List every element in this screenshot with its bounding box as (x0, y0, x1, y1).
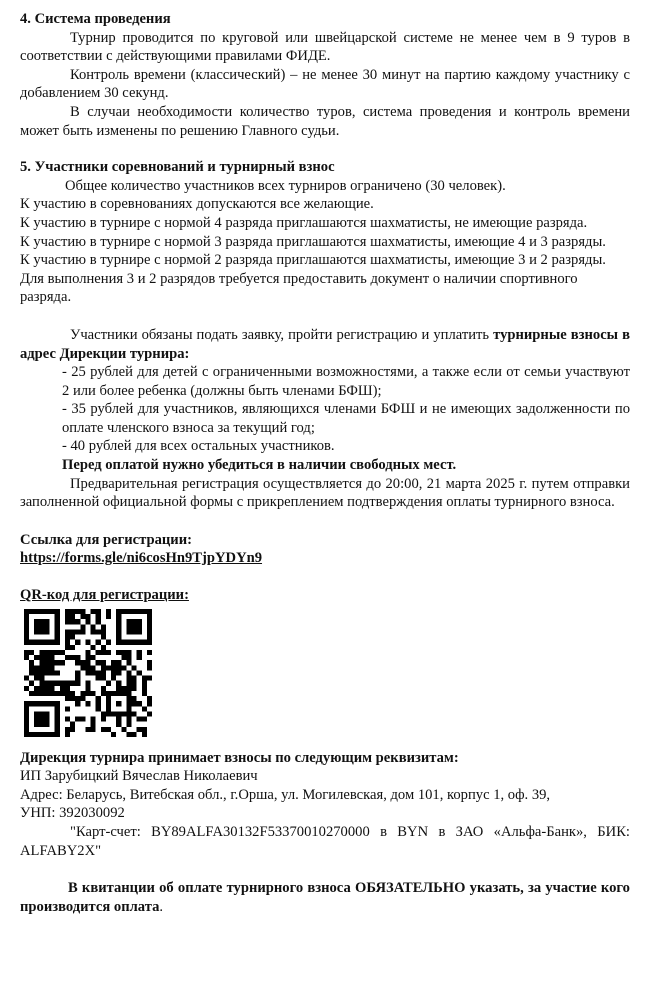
section-4-title: 4. Система проведения (20, 11, 171, 27)
check-free-places: Перед оплатой нужно убедиться в наличии свободных мест. (62, 457, 457, 474)
fee-item-35: - 35 рублей для участников, являющихся членами БФШ и не имеющих задолженности по оплате членского взноса за текущий год; (62, 401, 630, 436)
fee-paragraph (20, 326, 630, 363)
fee-paragraph-bold: турнирные взносы в адрес Дирекции турнира (20, 326, 630, 362)
payment-note (20, 879, 630, 916)
registration-link[interactable]: https://forms.gle/ni6cosHn9TjpYDYn9 (20, 550, 263, 567)
payment-note-period: . (159, 898, 164, 915)
qr-label: QR-код для регистрации: (20, 587, 189, 604)
requisites-name: ИП Зарубицкий Вячеслав Николаевич (20, 768, 258, 785)
fee-item-40: - 40 рублей для всех остальных участников. (62, 438, 335, 455)
section-5-title: 5. Участники соревнований и турнирный взнос (20, 159, 335, 176)
fee-paragraph-colon: : (184, 345, 190, 362)
requisites-title: Дирекция турнира принимает взносы по следующим реквизитам: (20, 749, 459, 766)
participants-norm-3: К участию в турнире с нормой 3 разряда приглашаются шахматисты, имеющие 4 и 3 разряды. (20, 233, 606, 250)
section-4-paragraph-1: Турнир проводится по круговой или швейцарской системе не менее чем в 9 туров в соответствии с действующими правилами ФИДЕ. (20, 29, 630, 65)
participants-norm-4: К участию в турнире с нормой 4 разряда приглашаются шахматисты, не имеющие разряда. (20, 214, 588, 231)
requisites-account: "Карт-счет: BY89ALFA30132F53370010270000 в BYN в ЗАО «Альфа-Банк», БИК: ALFABY2X" (20, 824, 630, 859)
participants-rank-document: Для выполнения 3 и 2 разрядов требуется предоставить документ о наличии спортивного разряда. (20, 270, 578, 306)
registration-link-label: Ссылка для регистрации: (20, 531, 192, 548)
payment-note-emphasis: ОБЯЗАТЕЛЬНО (354, 880, 466, 897)
section-4-paragraph-3: В случаи необходимости количество туров, система проведения и контроль времени может быть изменены по решению Главного судьи. (20, 103, 630, 139)
section-4-paragraph-2: Контроль времени (классический) – не менее 30 минут на партию каждому участнику с добавлением 30 секунд. (20, 66, 630, 102)
fee-item-25: - 25 рублей для детей с ограниченными возможностями, а также если от семьи участвуют 2 или более ребенка (должны быть членами БФШ); (62, 364, 630, 399)
fee-paragraph-text: Участники обязаны подать заявку, пройти регистрацию и уплатить (70, 326, 494, 343)
qr-code-icon[interactable] (24, 609, 152, 737)
requisites-unp: УНП: 392030092 (20, 805, 125, 822)
participants-admission: К участию в соревнованиях допускаются все желающие. (20, 196, 374, 213)
participants-limit: Общее количество участников всех турниров ограничено (30 человек). (65, 177, 506, 194)
payment-note-text-2: указать, за участие кого производится оплата (20, 880, 630, 915)
payment-note-text-1: В квитанции об оплате турнирного взноса (68, 880, 355, 897)
pre-registration: Предварительная регистрация осуществляется до 20:00, 21 марта 2025 г. путем отправки заполненной официальной формы с прикреплением подтверждения оплаты турнирного взноса. (20, 475, 630, 511)
participants-norm-2: К участию в турнире с нормой 2 разряда приглашаются шахматисты, имеющие 3 и 2 разряды. (20, 252, 606, 269)
requisites-address: Адрес: Беларусь, Витебская обл., г.Орша, ул. Могилевская, дом 101, корпус 1, оф. 39, (20, 786, 551, 803)
